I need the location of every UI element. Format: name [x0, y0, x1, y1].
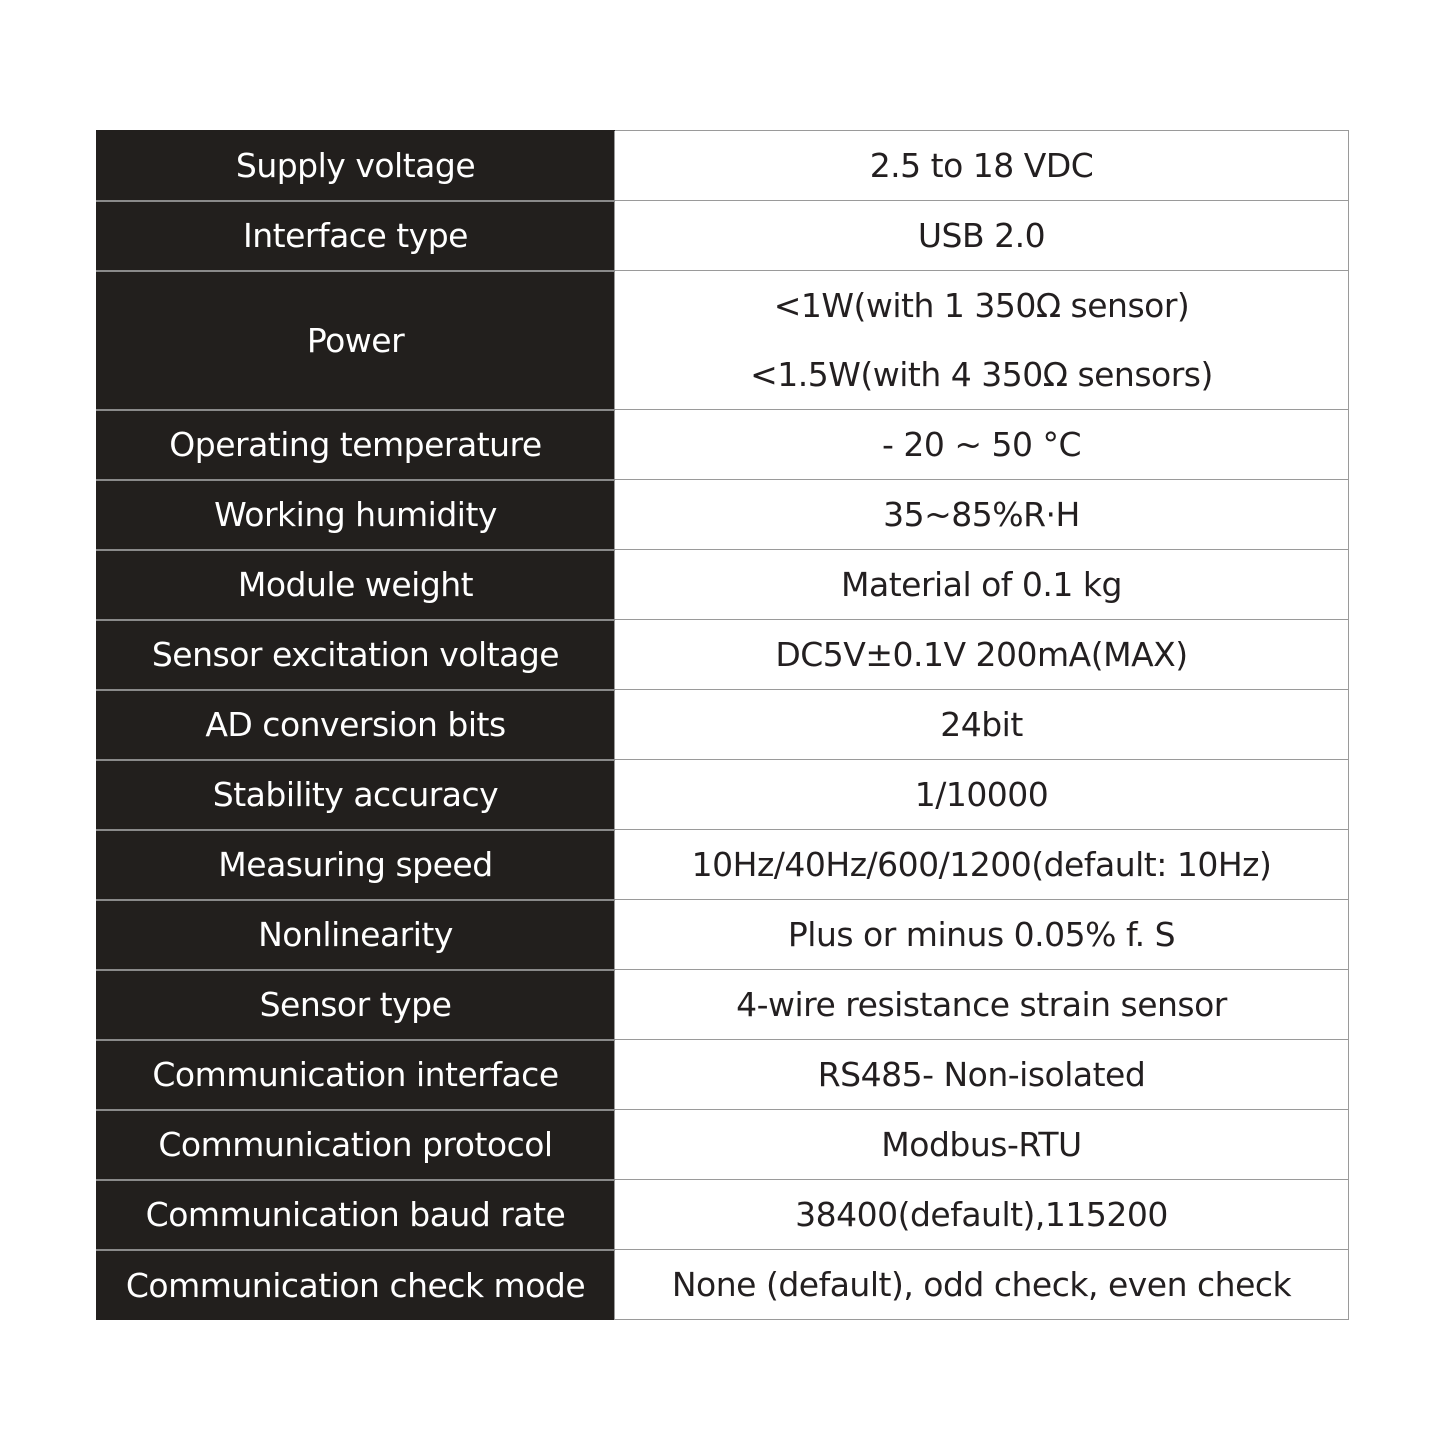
- spec-value: [615, 900, 1349, 970]
- table-row: [97, 131, 1349, 201]
- spec-table: [96, 130, 1349, 1320]
- spec-value-line: 24bit: [940, 705, 1023, 744]
- spec-value-line: 35~85%R·H: [883, 495, 1080, 534]
- spec-value-line: Material of 0.1 kg: [841, 565, 1122, 604]
- spec-value-line: 10Hz/40Hz/600/1200(default: 10Hz): [691, 845, 1272, 884]
- spec-value-line: <1.5W(with 4 350Ω sensors): [750, 355, 1213, 394]
- spec-value-line: RS485- Non-isolated: [817, 1055, 1146, 1094]
- spec-value: [615, 1040, 1349, 1110]
- spec-label: Nonlinearity: [97, 900, 615, 970]
- table-row: [97, 480, 1349, 550]
- spec-label: AD conversion bits: [97, 690, 615, 760]
- spec-value: [615, 760, 1349, 830]
- spec-value-line: - 20 ~ 50 °C: [881, 425, 1082, 464]
- table-row: [97, 410, 1349, 480]
- spec-value: [615, 131, 1349, 201]
- spec-value: [615, 1180, 1349, 1250]
- table-row: [97, 271, 1349, 410]
- spec-value: [615, 201, 1349, 271]
- spec-label: Stability accuracy: [97, 760, 615, 830]
- spec-value-line: 38400(default),115200: [795, 1195, 1168, 1234]
- spec-label: Communication baud rate: [97, 1180, 615, 1250]
- spec-value-line: USB 2.0: [917, 216, 1046, 255]
- table-row: [97, 830, 1349, 900]
- table-row: [97, 1110, 1349, 1180]
- spec-value-line: DC5V±0.1V 200mA(MAX): [775, 635, 1188, 674]
- spec-label: Operating temperature: [97, 410, 615, 480]
- spec-value: [615, 1110, 1349, 1180]
- spec-value: [615, 271, 1349, 410]
- table-row: [97, 1040, 1349, 1110]
- spec-value: [615, 410, 1349, 480]
- spec-value-line: Plus or minus 0.05% f. S: [787, 915, 1176, 954]
- spec-label: Supply voltage: [97, 131, 615, 201]
- table-row: [97, 1180, 1349, 1250]
- spec-value-line: 4-wire resistance strain sensor: [736, 985, 1227, 1024]
- table-row: [97, 550, 1349, 620]
- spec-label: Communication check mode: [97, 1250, 615, 1320]
- spec-value: [615, 480, 1349, 550]
- spec-label: Power: [97, 271, 615, 410]
- spec-label: Communication interface: [97, 1040, 615, 1110]
- spec-value: [615, 830, 1349, 900]
- spec-value-line: None (default), odd check, even check: [671, 1265, 1292, 1304]
- spec-value: [615, 970, 1349, 1040]
- spec-value: [615, 620, 1349, 690]
- spec-value-line: 2.5 to 18 VDC: [869, 146, 1094, 185]
- table-row: [97, 1250, 1349, 1320]
- spec-value-line: <1W(with 1 350Ω sensor): [773, 286, 1190, 325]
- spec-value: [615, 1250, 1349, 1320]
- spec-label: Measuring speed: [97, 830, 615, 900]
- spec-label: Sensor excitation voltage: [97, 620, 615, 690]
- table-row: [97, 620, 1349, 690]
- spec-value: [615, 690, 1349, 760]
- spec-label: Interface type: [97, 201, 615, 271]
- spec-label: Working humidity: [97, 480, 615, 550]
- spec-value-line: 1/10000: [914, 775, 1049, 814]
- spec-value: [615, 550, 1349, 620]
- table-row: [97, 690, 1349, 760]
- table-row: [97, 900, 1349, 970]
- spec-label: Module weight: [97, 550, 615, 620]
- spec-label: Communication protocol: [97, 1110, 615, 1180]
- spec-label: Sensor type: [97, 970, 615, 1040]
- spec-value-line: Modbus-RTU: [881, 1125, 1082, 1164]
- table-row: [97, 760, 1349, 830]
- table-row: [97, 201, 1349, 271]
- table-row: [97, 970, 1349, 1040]
